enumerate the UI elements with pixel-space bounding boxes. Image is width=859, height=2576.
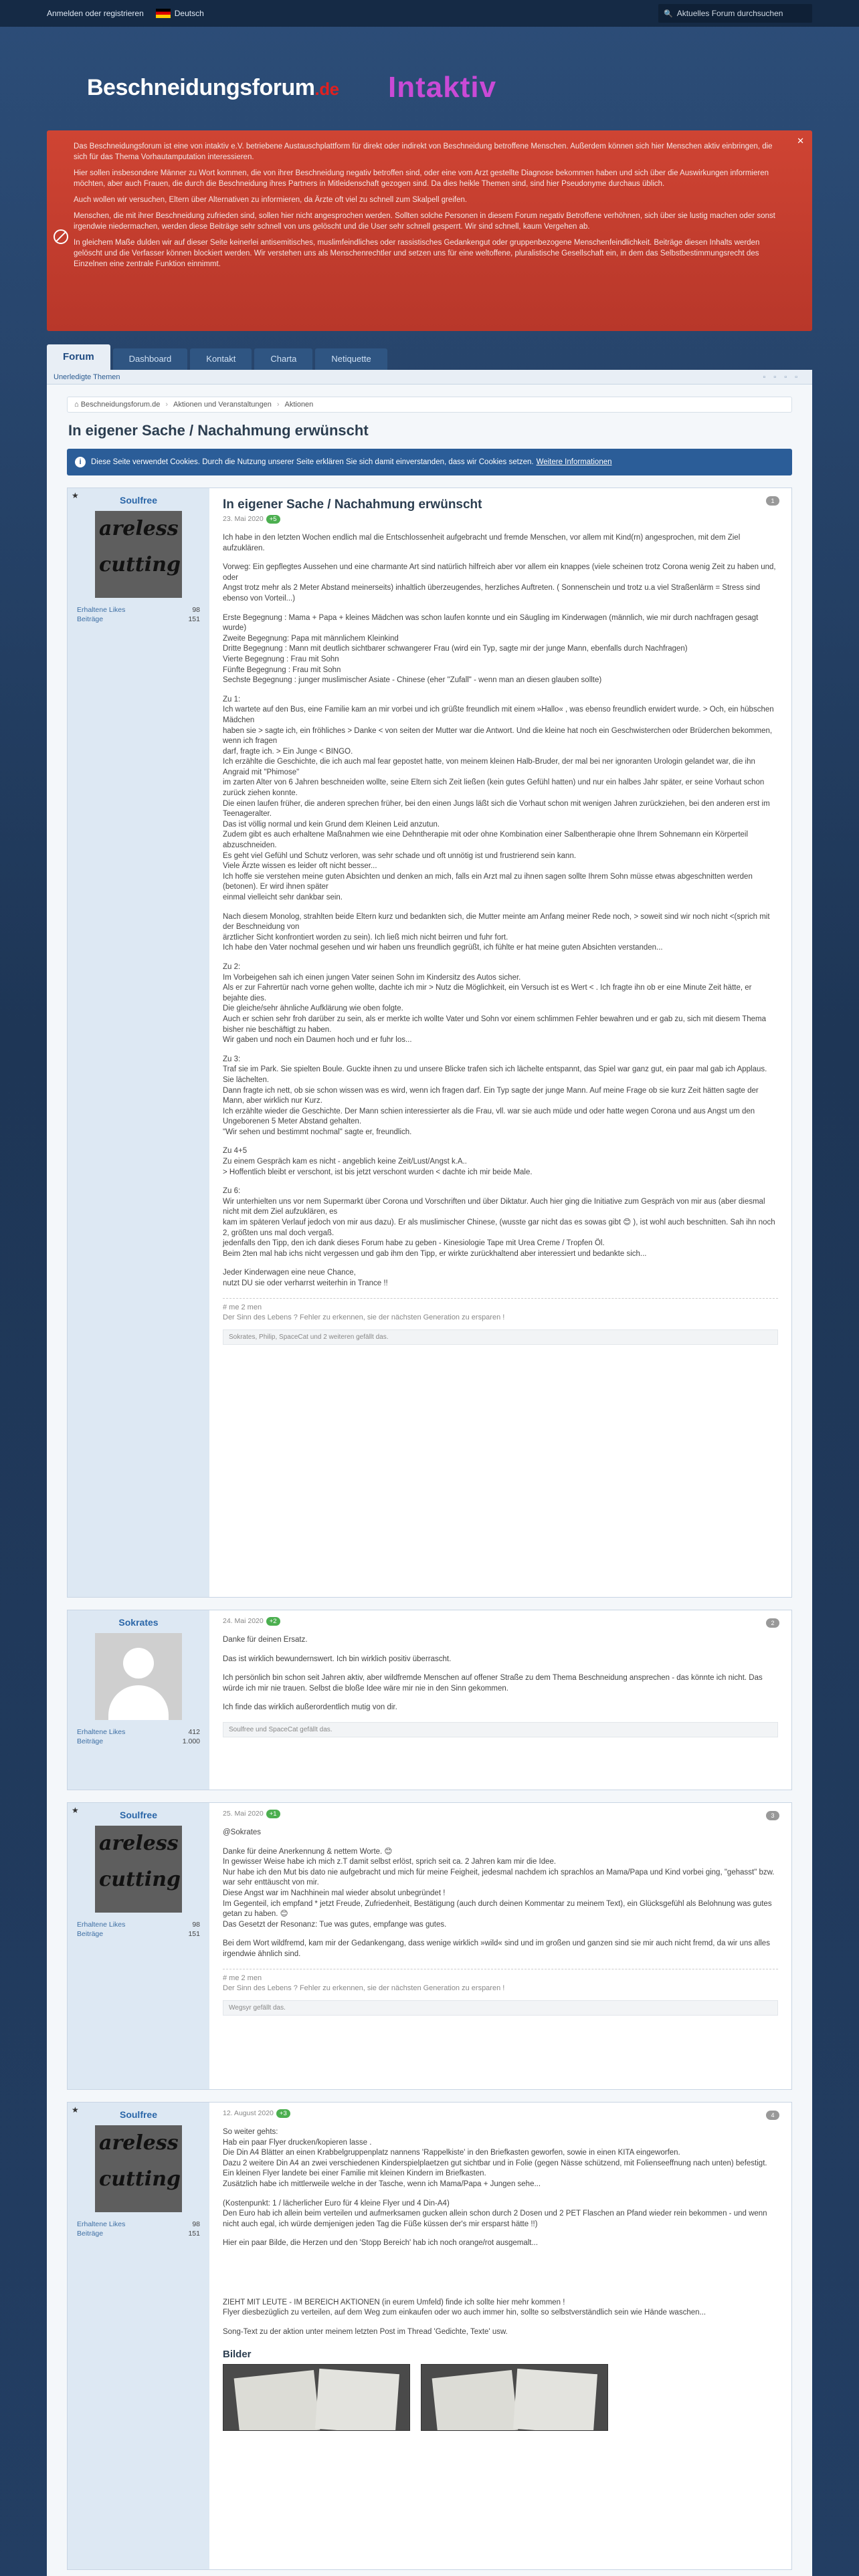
home-icon[interactable]: ⌂ [74, 401, 79, 409]
site-header [0, 27, 859, 130]
post-signature: # me 2 men Der Sinn des Lebens ? Fehler zu erkennen, sie der nächsten Generation zu ersparen ! [223, 1298, 778, 1323]
username[interactable]: Soulfree [119, 495, 157, 506]
post-number[interactable]: 4 [766, 2111, 779, 2120]
search-placeholder: Aktuelles Forum durchsuchen [676, 9, 783, 18]
post-content [209, 2103, 791, 2569]
german-flag-icon [156, 9, 171, 18]
cookie-banner [67, 449, 792, 475]
post-content [209, 1610, 791, 1790]
post-meta: 23. Mai 2020 +5 [223, 515, 778, 524]
username[interactable]: Sokrates [118, 1617, 159, 1628]
cookie-text: Diese Seite verwendet Cookies. Durch die Nutzung unserer Seite erklären Sie sich damit einverstanden, dass wir Cookies setzen. [91, 458, 534, 466]
site-logo[interactable]: Beschneidungsforum.de [87, 75, 339, 100]
post [67, 488, 792, 1598]
intaktiv-logo[interactable]: Intaktiv [388, 71, 497, 104]
post-sidebar [68, 1610, 209, 1790]
cookie-info-link[interactable]: Weitere Informationen [536, 458, 612, 466]
breadcrumb-item[interactable]: Aktionen [284, 401, 314, 409]
attachment-image[interactable] [421, 2364, 608, 2431]
username[interactable]: Soulfree [119, 1810, 157, 1820]
star-icon: ★ [72, 2105, 79, 2115]
page-title: In eigener Sache / Nachahmung erwünscht [68, 422, 369, 439]
post-meta: 25. Mai 2020 +1 [223, 1810, 778, 1818]
post-sidebar [68, 488, 209, 1597]
tab-dashboard[interactable]: Dashboard [113, 348, 188, 370]
avatar[interactable] [95, 1633, 182, 1720]
breadcrumb-item[interactable]: Beschneidungsforum.de [80, 401, 161, 409]
notice-paragraph: Auch wollen wir versuchen, Eltern über Alternativen zu informieren, da Ärzte oft viel zu schnell zum Skalpell greifen. [74, 196, 468, 204]
likes-bar[interactable]: Sokrates, Philip, SpaceCat und 2 weiteren gefällt das. [223, 1329, 778, 1345]
post-meta: 24. Mai 2020 +2 [223, 1617, 778, 1626]
post-body: @Sokrates Danke für deine Anerkennung & nettem Worte. 😊 In gewisser Weise habe ich mich z.T damit selbst erlöst, sprich seit ca. 2 Jahren kam mir die Idee. Nur habe ich den Mut bis dato nie aufgebracht und mich für meine Feigheit, jedesmal nachdem ich sprachlos an Mama/Papa und Kind vorbei ging, "gehasst" bzw. war sehr enttäuscht von mir. Diese Angst war im Nachhinein mal wieder absolut unbegründet ! Im Gegenteil, ich empfand * jetzt Freude, Zufriedenheit, Bestätigung (auch durch deinen Kommentar zu meinem Text), ein Glücksgefühl als Belohnung was gutes getan zu haben. 😊 Das Gesetzt der Resonanz: Tue was gutes, empfange was gutes. Bei dem Wort wildfremd, kam mir der Gedankengang, dass wenige wirklich »wild« sind und im großen und ganzen sind sie mir auch nicht fremd, da wir uns alles irgendwie ähnlich sind. [223, 1828, 775, 1958]
post [67, 2102, 792, 2570]
notice-paragraph: Hier sollen insbesondere Männer zu Wort kommen, die von ihrer Beschneidung negativ betroffen sind, oder eine vom Arzt gestellte Diagnose bekommen haben und sich über die Auswirkungen informieren möchten, aber auch Frauen, die durch die Beschneidung ihres Partners in Mitleidenschaft gezogen sind. Da dies heikle Themen sind, sind hier Pseudonyme durchaus üblich. [74, 169, 769, 188]
toolbar-icons[interactable]: ▫▫▫▫ [763, 372, 805, 381]
breadcrumb: ⌂ Beschneidungsforum.de › Aktionen und Veranstaltungen › Aktionen [67, 397, 792, 413]
site-notice [47, 130, 812, 331]
notice-paragraph: Menschen, die mit ihrer Beschneidung zufrieden sind, sollen hier nicht angesprochen werden. Sollten solche Personen in diesem Forum negativ Betroffene verhöhnen, sich über sie lustig machen oder sonst irgendwie niedermachen, werden diese Beiträge sehr schnell von uns gelöscht und die User sehr schnell gesperrt. Wir sind schnell, kaum Vergehen ab. [74, 212, 775, 231]
close-icon[interactable]: ✕ [797, 136, 804, 146]
post-body: So weiter gehts: Hab ein paar Flyer drucken/kopieren lasse . Die Din A4 Blätter an einen Krabbelgruppenplatz nannens 'Rappelkiste' in den Briefkasten geworfen, sowie in einen KITA eingeworfen. Dazu 2 weitere Din A4 an zwei verschiedenen Kinderspielplaetzen gut sichtbar und in Folie (gegen Nässe schützend, mit Folienseeffnung nach unten) befestigt. Ein kleinen Flyer landete bei einer Familie mit kleinen Kindern im Briefkasten. Zusätzlich habe ich mittlerweile welche in der Tasche, wenn ich Mama/Papa + Jungen sehe... (Kostenpunkt: 1 / lächerlicher Euro für 4 kleine Flyer und 4 Din-A4) Den Euro hab ich allein beim verteilen und aufmerksamen gucken allein schon durch 2 Dosen und 2 PET Flaschen an Pfand wieder rein bekommen - und wenn nicht auch egal, ich würde demjenigen jeden Tag die Füße küssen der's mir ersparst hätte !!) Hier ein paar Bilde, die Herzen und den 'Stopp Bereich' hab ich noch orange/rot ausgemalt... ZIEHT MIT LEUTE - IM BEREICH AKTIONEN (in eurem Umfeld) finde ich sollte hier mehr kommen ! Flyer diesbezüglich zu verteilen, auf dem Weg zum einkaufen oder wo auch immer hin, sollte so selbstverständlich sein wie Hände waschen... Song-Text zu der aktion unter meinem letzten Post im Thread 'Gedichte, Texte' usw. [223, 2128, 767, 2336]
likes-stat: Erhaltene Likes 98 [77, 2220, 200, 2228]
info-icon: i [75, 457, 86, 467]
login-link[interactable]: Anmelden oder registrieren [47, 9, 144, 18]
main-content [47, 385, 812, 2576]
search-icon: 🔍 [664, 9, 673, 18]
post-title: In eigener Sache / Nachahmung erwünscht [223, 498, 482, 512]
post [67, 1610, 792, 1790]
avatar[interactable]: areless cutting [95, 2125, 182, 2212]
likes-stat: Erhaltene Likes 412 [77, 1728, 200, 1736]
like-badge: +3 [276, 2109, 290, 2118]
notice-paragraph: Das Beschneidungsforum ist eine von intaktiv e.V. betriebene Austauschplattform für direkt oder indirekt von Beschneidung betroffene Menschen. Außerdem können sich hier Menschen aktiv einbringen, die sich für das Thema Vorhautamputation interessieren. [74, 142, 773, 161]
posts-stat: Beiträge 1.000 [77, 1737, 200, 1745]
like-badge: +2 [266, 1617, 280, 1626]
post-body: Danke für deinen Ersatz. Das ist wirklich bewundernswert. Ich bin wirklich positiv überrascht. Ich persönlich bin schon seit Jahren aktiv, aber wildfremde Menschen auf offener Straße zu dem Thema Beschneidung ansprechen - das könnte ich nicht. Das würde ich mir nie trauen. Selbst die bloße Idee wäre mir nie in den Sinn gekommen. Ich finde das wirklich außerordentlich mutig von dir. [223, 1636, 763, 1712]
username[interactable]: Soulfree [119, 2109, 157, 2120]
tab-netiquette[interactable]: Netiquette [315, 348, 387, 370]
posts-stat: Beiträge 151 [77, 2230, 200, 2238]
like-badge: +5 [266, 515, 280, 524]
post-number[interactable]: 2 [766, 1618, 779, 1628]
attachments [223, 2364, 778, 2431]
attachments-title: Bilder [223, 2348, 252, 2360]
main-nav [47, 344, 812, 370]
posts-stat: Beiträge 151 [77, 1930, 200, 1938]
post-number[interactable]: 3 [766, 1811, 779, 1820]
star-icon: ★ [72, 1806, 79, 1815]
avatar[interactable]: areless cutting [95, 511, 182, 598]
post-meta: 12. August 2020 +3 [223, 2109, 778, 2118]
notice-paragraph: In gleichem Maße dulden wir auf dieser Seite keinerlei antisemitisches, muslimfeindliches oder rassistisches Gedankengut oder gruppenbezogene Menschenfeindlichkeit. Beiträge diesen Inhalts werden gelöscht und die Verfasser können blockiert werden. Wir verstehen uns als Menschenrechtler und setzen uns für eine weltoffene, pluralistische Gesellschaft ein, in dem das Selbstbestimmungsrecht des Einzelnen eine zentrale Funktion einnimmt. [74, 239, 760, 268]
search-input[interactable] [658, 4, 812, 23]
posts-stat: Beiträge 151 [77, 615, 200, 623]
avatar[interactable]: areless cutting [95, 1826, 182, 1913]
post-number[interactable]: 1 [766, 496, 779, 506]
post-content [209, 488, 791, 1597]
star-icon: ★ [72, 491, 79, 500]
breadcrumb-item[interactable]: Aktionen und Veranstaltungen [173, 401, 272, 409]
tab-charta[interactable]: Charta [254, 348, 312, 370]
post-body: Ich habe in den letzten Wochen endlich mal die Entschlossenheit aufgebracht und fremde Menschen, vor allem mit Kind(rn) angesprochen, mit dem Ziel aufzuklären. Vorweg: Ein gepflegtes Aussehen und eine charmante Art sind natürlich hilfreich aber vor allem ein knappes (viele scheinen trotz Corona wenig Zeit zu haben und, oder Angst trotz mehr als 2 Meter Abstand meinerseits) inhaltlich überzeugendes, herzliches Auftreten. ( Sonnenschein und trotz u.a viel Straßenlärm = Stress sind ebenso von Vorteil...) Erste Begegnung : Mama + Papa + kleines Mädchen was schon laufen konnte und ein Säugling im Kinderwagen (männlich, wie mir durch nachfragen gesagt wurde) Zweite Begegnung: Papa mit männlichem Kleinkind Dritte Begegnung : Mann mit deutlich sichtbarer schwangerer Frau (wird ein Typ, sagte mir der junge Mann, ebenfalls durch Nachfragen) Vierte Begegnung : Frau mit Sohn Fünfte Begegnung : Frau mit Sohn Sechste Begegnung : junger muslimischer Asiate - Chinese (eher "Zufall" - wenn man an diesen glauben sollte) Zu 1: Ich wartete auf den Bus, eine Familie kam an mir vorbei und ich grüßte freundlich mit einem »Hallo« , was ebenso freundlich erwidert wurde. > Och, ein hübschen Mädchen haben sie > sagte ich, ein fröhliches > Danke < von seiten der Mutter war die Antwort. Und die kleine hat noch ein Geschwisterchen oder Brüderchen bekommen, wenn ich fragen darf, fragte ich. > Ein Junge < BINGO. Ich erzählte die Geschichte, die ich auch mal fear gepostet hatte, von meinem kleinen Halb-Bruder, der mal bei ner ignoranten Urologin gelandet war, die ihn Angraid mit "Phimose" im zarten Alter von 6 Jahren beschneiden wollte, seine Eltern sich Zeit ließen (kein gutes Gefühl hatten) und nur ein halbes Jahr später, er seine Vorhaut schon zurück ziehen konnte. Die einen laufen früher, die anderen sprechen früher, bei den einen Jungs läßt sich die Vorhaut schon mit wenigen Jahren zurückziehen, bei den anderen erst im Teenageralter. Das ist völlig normal und kein Grund dem Kleinen Leid anzutun. Zudem gibt es auch erhaltene Maßnahmen wie eine Dehntherapie mit oder ohne Kombination einer Salbentherapie ohne Ihrem Sohnemann ein Körperteil abzuschneiden. Es geht viel Gefühl und Schutz verloren, was sehr schade und oft unnötig ist und frustrierend sein kann. Viele Ärzte wissen es leider oft nicht besser... Ich hoffe sie verstehen meine guten Absichten und denken an mich, falls ein Arzt mal zu ihnen sagen sollte Ihrem Sohn müsse etwas abgeschnitten werden (betonen). Er wird ihnen später einmal vielleicht sehr dankbar sein. Nach diesem Monolog, strahlten beide Eltern kurz und bedankten sich, die Mutter meinte am Anfang meiner Rede noch, > soweit sind wir noch nicht <(sprich mit der Beschneidung von ärztlicher Sicht konfrontiert worden zu sein). Ich ließ mich nicht beirren und fuhr fort. Ich habe den Vater nochmal gesehen und wir haben uns freundlich gegrüßt, ich fühlte er hat meine guten Absichten verstanden... Zu 2: Im Vorbeigehen sah ich einen jungen Vater seinen Sohn im Kindersitz des Autos sicher. Als er zur Fahrertür nach vorne gehen wollte, dachte ich mir > Nutz die Möglichkeit, ein Versuch ist es Wert < . Ich fragte ihn ob er eine Minute Zeit hätte, er bejahte dies. Die gleiche/sehr ähnliche Aufklärung wie oben folgte. Auch er schien sehr froh darüber zu sein, als er merkte ich wollte Vater und Sohn vor einem schlimmen Fehler bewahren und er gab zu, sich mit diesem Thema bisher nie beschäftigt zu haben. Wir gaben und noch ein Daumen hoch und er fuhr los... Zu 3: Traf sie im Park. Sie spielten Boule. Guckte ihnen zu und unsere Blicke trafen sich ich lächelte entspannt, das Spiel war ganz gut, ein paar mal gab ich Applaus. Sie lächelten. Dann fragte ich nett, ob sie schon wissen was es wird, wenn ich fragen darf. Ein Typ sagte der junge Mann. Auf meine Frage ob sie kurz Zeit hätten sagte der Mann, aber wirklich nur Kurz. Ich erzählte wieder die Geschichte. Der Mann schien interessierter als die Frau, vll. war sie auch müde und oder hatte wegen Corona und aus Angst um den Ungeborenen 5 Meter Abstand gehalten. "Wir sehen und bestimmt nochmal" sagte er, freundlich. Zu 4+5 Zu einem Gespräch kam es nicht - angeblich keine Zeit/Lust/Angst k.A.. > Hoffentlich bleibt er verschont, ist bis jetzt verschont wurden < dachte ich mir beide Male. Zu 6: Wir unterhielten uns vor nem Supermarkt über Corona und Vorschriften und über Diktatur. Auch hier ging die Initiative zum Gespräch von mir aus (aber diesmal nicht mit dem Ziel aufzuklären, es kam im späteren Verlauf jedoch von mir aus dazu). Er als muslimischer Chinese, (wusste gar nicht das es sowas gibt 😊 ), ist wohl auch beschnitten. Sah ihn noch 2, größten uns mal doch vergaß. jedenfalls den Tipp, den ich dank dieses Forum habe zu geben - Kinesiologie Tape mit Urea Creme / Tropfen Öl. Beim 2ten mal hab ichs nicht vergessen und gab ihm den Tipp, er wirkte zurückhaltend aber interessiert und bedankte sich... Jeder Kinderwagen eine neue Chance, nutzt DU sie oder verharrst weiterhin in Trance !! [223, 534, 776, 1287]
sub-nav [47, 370, 812, 385]
post-signature: # me 2 men Der Sinn des Lebens ? Fehler zu erkennen, sie der nächsten Generation zu ersparen ! [223, 1969, 778, 1994]
top-bar [0, 0, 859, 27]
post [67, 1802, 792, 2090]
likes-stat: Erhaltene Likes 98 [77, 606, 200, 614]
post-content [209, 1803, 791, 2089]
post-sidebar [68, 2103, 209, 2569]
likes-bar[interactable]: Soulfree und SpaceCat gefällt das. [223, 1722, 778, 1737]
tab-forum[interactable]: Forum [47, 344, 110, 370]
like-badge: +1 [266, 1810, 280, 1818]
unresolved-topics-link[interactable]: Unerledigte Themen [54, 372, 120, 381]
language-selector[interactable]: Deutsch [174, 9, 204, 18]
tab-kontakt[interactable]: Kontakt [190, 348, 252, 370]
attachment-image[interactable] [223, 2364, 410, 2431]
likes-bar[interactable]: Wegsyr gefällt das. [223, 2000, 778, 2016]
likes-stat: Erhaltene Likes 98 [77, 1921, 200, 1929]
post-sidebar [68, 1803, 209, 2089]
no-entry-icon [54, 229, 68, 244]
